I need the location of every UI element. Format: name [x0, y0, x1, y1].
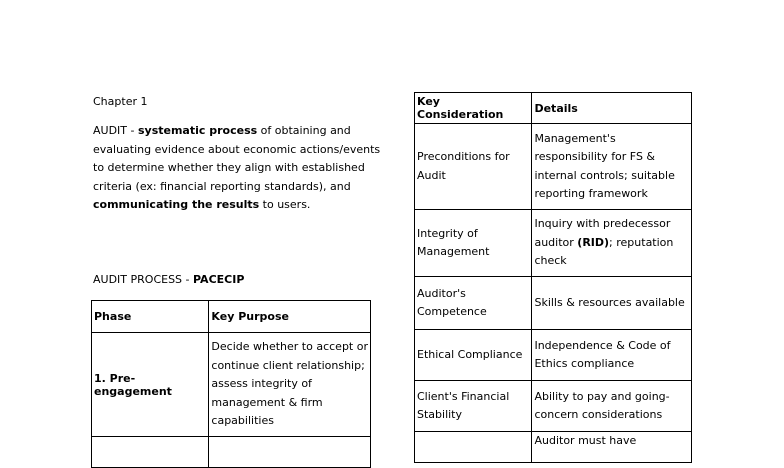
phase-table: [91, 300, 371, 468]
details-cell: Management's responsibility for FS & internal controls; suitable reporting framework: [532, 124, 692, 210]
table-row: [415, 381, 692, 432]
process-title: AUDIT PROCESS -: [93, 273, 193, 286]
consideration-table: [414, 92, 692, 463]
details-cell: Independence & Code of Ethics compliance: [532, 330, 692, 381]
definition-term: AUDIT: [93, 124, 128, 137]
table-row: [415, 124, 692, 210]
consideration-table-header: [415, 93, 692, 124]
consideration-cell: Client's Financial Stability: [415, 381, 532, 432]
audit-definition: [93, 122, 383, 215]
details-cell: Auditor must have: [532, 432, 692, 463]
table-row: [415, 330, 692, 381]
consideration-cell: [415, 432, 532, 463]
details-bold: (RID): [577, 235, 610, 249]
definition-text-2: to users.: [259, 198, 311, 211]
details-text: Inquiry with predecessor auditor: [534, 217, 671, 249]
definition-bold-systematic: systematic process: [137, 124, 258, 137]
header-key-purpose: Key Purpose: [209, 301, 371, 333]
details-cell: Skills & resources available: [532, 277, 692, 330]
details-cell: Ability to pay and going-concern considerations: [532, 381, 692, 432]
phase-cell: [92, 437, 209, 468]
purpose-cell: Decide whether to accept or continue client relationship; assess integrity of management & firm capabilities: [209, 333, 371, 437]
definition-text-1: of obtaining and evaluating evidence about economic actions/events to determine whether they align with established criteria (ex: financial reporting standards), and: [93, 124, 381, 193]
table-row: [415, 210, 692, 277]
header-phase: Phase: [92, 301, 209, 333]
consideration-cell: Integrity of Management: [415, 210, 532, 277]
details-text: ; reputation check: [534, 235, 674, 268]
phase-table-header: [92, 301, 371, 333]
table-row: [415, 432, 692, 463]
header-key-consideration: Key Consideration: [415, 93, 532, 124]
definition-bold-communicating: communicating the results: [93, 198, 260, 211]
table-row: [92, 437, 371, 468]
audit-process-heading: [93, 273, 244, 287]
definition-separator: -: [127, 124, 138, 137]
consideration-cell: Auditor's Competence: [415, 277, 532, 330]
details-cell: [532, 210, 692, 277]
purpose-cell: [209, 437, 371, 468]
consideration-cell: Preconditions for Audit: [415, 124, 532, 210]
table-row: [92, 333, 371, 437]
phase-cell: 1. Pre-engagement: [92, 333, 209, 437]
process-acronym: PACECIP: [193, 273, 245, 286]
table-row: [415, 277, 692, 330]
chapter-heading: Chapter 1: [93, 95, 148, 108]
consideration-cell: Ethical Compliance: [415, 330, 532, 381]
header-details: Details: [532, 93, 692, 124]
